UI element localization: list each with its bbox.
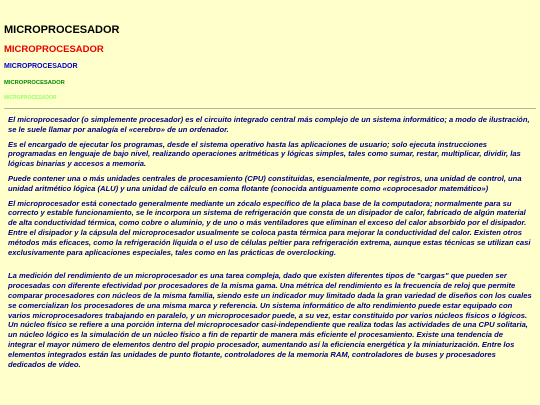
heading-level-1: MICROPROCESADOR (4, 24, 120, 36)
article-body (8, 115, 532, 374)
heading-level-4: MICROPROCESADOR (4, 80, 65, 86)
paragraph-cooling: El microprocesador está conectado generalmente mediante un zócalo específico de la placa base de la computadora; normalmente para su correcto y estable funcionamiento, se le incorpora un sistema de refrigeración que consta de un disipador de calor, fabricado de algún material de alta conductividad térmica, como cobre o aluminio, y de uno o más ventiladores que eliminan el exceso del calor absorbido por el disipador. Entre el disipador y la cápsula del microprocesador usualmente se coloca pasta térmica para mejorar la conductividad del calor. Existen otros métodos más eficaces, como la refrigeración líquida o el uso de células peltier para refrigeración extrema, aunque estas técnicas se utilizan casi exclusivamente para aplicaciones especiales, tales como en las prácticas de overclocking. (8, 198, 531, 257)
heading-level-3: MICROPROCESADOR (4, 63, 78, 70)
horizontal-divider (4, 108, 536, 109)
paragraph-components: Puede contener una o más unidades centrales de procesamiento (CPU) constituidas, esencialmente, por registros, una unidad de control, una unidad aritmético lógica (ALU) y una unidad de cálculo en coma flotante (conocida antiguamente como «coprocesador matemático») (8, 173, 522, 193)
paragraph-function: Es el encargado de ejecutar los programas, desde el sistema operativo hasta las aplicaciones de usuario; solo ejecuta instrucciones programadas en lenguaje de bajo nivel, realizando operaciones aritméticas y lógicas simples, tales como sumar, restar, multiplicar, dividir, las lógicas binarias y accesos a memoria. (8, 139, 521, 169)
ghost-title: MICROPROCESADOR (4, 3, 99, 13)
heading-level-5: MICROPROCESADOR (4, 95, 57, 101)
paragraph-definition: El microprocesador (o simplemente procesador) es el circuito integrado central más complejo de un sistema informático; a modo de ilustración, se le suele llamar por analogía el «cerebro» de un ordenador. (8, 115, 530, 134)
heading-level-2: MICROPROCESADOR (4, 44, 104, 55)
paragraph-performance: La medición del rendimiento de un microprocesador es una tarea compleja, dado que existen diferentes tipos de "cargas" que pueden ser procesadas con diferente efectividad por procesadores de la misma gama. Una métrica del rendimiento es la frecuencia de reloj que permite comparar procesadores con núcleos de la misma familia, siendo este un indicador muy limitado dada la gran variedad de diseños con los cuales se comercializan los procesadores de una misma marca y referencia. Un sistema informático de alto rendimiento puede estar equipado con varios microprocesadores trabajando en paralelo, y un microprocesador puede, a su vez, estar constituido por varios núcleos físicos o lógicos. Un núcleo físico se refiere a una porción interna del microprocesador casi-independiente que realiza todas las actividades de una CPU solitaria, un núcleo lógico es la simulación de un núcleo físico a fin de repartir de manera más eficiente el procesamiento. Existe una tendencia de integrar el mayor número de elementos dentro del propio procesador, aumentando así la eficiencia energética y la miniaturización. Entre los elementos integrados están las unidades de punto flotante, controladores de la memoria RAM, controladores de buses y procesadores dedicados de vídeo. (8, 271, 532, 369)
